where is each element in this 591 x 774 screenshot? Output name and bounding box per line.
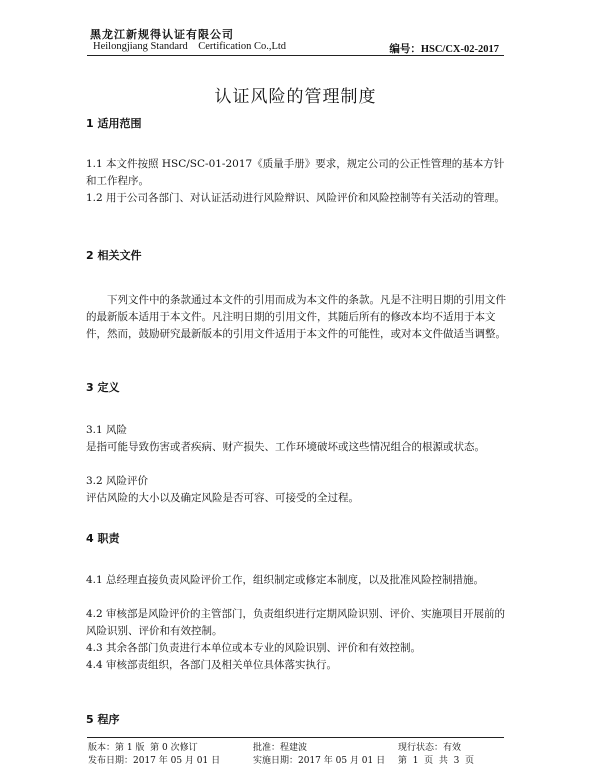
paragraph-4-1: 4.1 总经理直接负责风险评价工作，组织制定或修定本制度，以及批准风险控制措施。 xyxy=(86,574,485,586)
section-heading-procedure: 5 程序 xyxy=(86,713,120,726)
paragraph-4-4: 4.4 审核部责组织，各部门及相关单位具体落实执行。 xyxy=(86,659,338,671)
paragraph-4-2: 4.2 审核部是风险评价的主管部门，负责组织进行定期风险识别、评价、实施项目开展前的风险识别、评价和有效控制。 xyxy=(86,608,506,637)
footer-version: 版本：第 1 版 第 0 次修订 xyxy=(88,743,198,753)
paragraph-3-2-body: 评估风险的大小以及确定风险是否可容、可接受的全过程。 xyxy=(86,492,359,504)
company-name-en: Heilongjiang Standard Certification Co.,Ltd xyxy=(93,41,287,52)
paragraph-2-body: 下列文件中的条款通过本文件的引用而成为本文件的条款。凡是不注明日期的引用文件的最新版本适用于本文件。凡注明日期的引用文件，其随后所有的修改本均不适用于本文件，然而，鼓励研究最新版本的引用文件适用于本文件的可能性，或对本文件做适当调整。 xyxy=(86,294,506,340)
footer-page-number: 第 1 页 共 3 页 xyxy=(398,756,475,766)
footer-rule xyxy=(87,737,504,738)
document-code: 编号：HSC/CX-02-2017 xyxy=(389,44,499,55)
section-heading-references: 2 相关文件 xyxy=(86,249,142,262)
footer-approve: 批准：程建波 xyxy=(253,743,308,753)
paragraph-3-1-body: 是指可能导致伤害或者疾病、财产损失、工作环境破坏或这些情况组合的根源或状态。 xyxy=(86,441,485,453)
paragraph-3-1-title: 3.1 风险 xyxy=(86,424,128,436)
section-heading-scope: 1 适用范围 xyxy=(86,117,142,130)
footer-effective-date: 实施日期：2017 年 05 月 01 日 xyxy=(253,756,386,766)
header-rule xyxy=(87,55,504,56)
section-heading-responsibilities: 4 职责 xyxy=(86,532,120,545)
document-title: 认证风险的管理制度 xyxy=(214,87,377,107)
company-name-cn: 黑龙江新规得认证有限公司 xyxy=(90,28,234,41)
section-heading-definitions: 3 定义 xyxy=(86,381,120,394)
paragraph-4-3: 4.3 其余各部门负责进行本单位或本专业的风险识别、评价和有效控制。 xyxy=(86,642,422,654)
paragraph-3-2-title: 3.2 风险评价 xyxy=(86,475,149,487)
paragraph-1-1: 1.1 本文件按照 HSC/SC-01-2017《质量手册》要求，规定公司的公正性管理的基本方针和工作程序。 xyxy=(86,158,505,187)
footer-publish-date: 发布日期：2017 年 05 月 01 日 xyxy=(88,756,221,766)
paragraph-1-2: 1.2 用于公司各部门、对认证活动进行风险辩识、风险评价和风险控制等有关活动的管理。 xyxy=(86,192,506,204)
footer-status: 现行状态：有效 xyxy=(398,743,462,753)
